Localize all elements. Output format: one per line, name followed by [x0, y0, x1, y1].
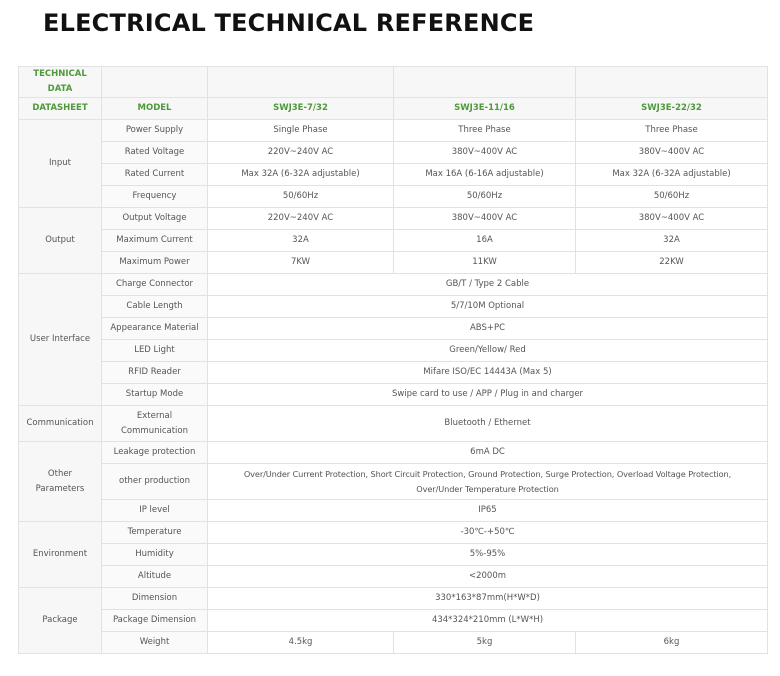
table-row: [19, 384, 768, 406]
param-label: Maximum Current: [102, 230, 208, 252]
table-row: [19, 610, 768, 632]
cell-value: Green/Yellow/ Red: [208, 340, 768, 362]
spec-table: [18, 66, 768, 654]
cell-value: 6mA DC: [208, 442, 768, 464]
cell-value: [208, 464, 768, 500]
cell-value: Single Phase: [208, 120, 394, 142]
group-user-interface: User Interface: [19, 274, 102, 406]
group-package: Package: [19, 588, 102, 654]
group-environment: Environment: [19, 522, 102, 588]
table-row: [19, 588, 768, 610]
table-row: [19, 318, 768, 340]
cell-value: ABS+PC: [208, 318, 768, 340]
cell-value: 50/60Hz: [394, 186, 576, 208]
cell-value: 6kg: [576, 632, 768, 654]
param-label: other production: [102, 464, 208, 500]
table-row: [19, 274, 768, 296]
param-label-line: Communication: [121, 425, 188, 436]
cell-value: 5kg: [394, 632, 576, 654]
cell-value: 380V~400V AC: [394, 208, 576, 230]
param-label: Maximum Power: [102, 252, 208, 274]
cell-value: 7KW: [208, 252, 394, 274]
param-label: Frequency: [102, 186, 208, 208]
table-row: [19, 362, 768, 384]
table-row: [19, 442, 768, 464]
cell-value: 434*324*210mm (L*W*H): [208, 610, 768, 632]
param-label: Weight: [102, 632, 208, 654]
cell-value: 380V~400V AC: [394, 142, 576, 164]
technical-data-label: TECHNICAL DATA: [19, 67, 102, 98]
param-label: Dimension: [102, 588, 208, 610]
model-name-1: SWJ3E-7/32: [208, 98, 394, 120]
cell-value: 16A: [394, 230, 576, 252]
param-label: Altitude: [102, 566, 208, 588]
cell-value: 32A: [576, 230, 768, 252]
cell-value: GB/T / Type 2 Cable: [208, 274, 768, 296]
cell-value: Three Phase: [394, 120, 576, 142]
param-label: Startup Mode: [102, 384, 208, 406]
param-label: Cable Length: [102, 296, 208, 318]
cell-value: IP65: [208, 500, 768, 522]
cell-value: 22KW: [576, 252, 768, 274]
group-output: Output: [19, 208, 102, 274]
model-name-2: SWJ3E-11/16: [394, 98, 576, 120]
page-title: ELECTRICAL TECHNICAL REFERENCE: [43, 9, 535, 37]
group-other-parameters: [19, 442, 102, 522]
param-label: Power Supply: [102, 120, 208, 142]
model-name-3: SWJ3E-22/32: [576, 98, 768, 120]
table-row: [19, 522, 768, 544]
cell-value: -30℃-+50℃: [208, 522, 768, 544]
cell-value: 32A: [208, 230, 394, 252]
table-row: [19, 500, 768, 522]
header-row-models: [19, 98, 768, 120]
table-row: [19, 544, 768, 566]
cell-value: 5%-95%: [208, 544, 768, 566]
cell-value-line: Over/Under Current Protection, Short Circuit Protection, Ground Protection, Surge Protection, Overload Voltage Protection,: [243, 468, 732, 479]
table-row: [19, 142, 768, 164]
cell-value: Bluetooth / Ethernet: [208, 406, 768, 442]
param-label: Humidity: [102, 544, 208, 566]
param-label: Package Dimension: [102, 610, 208, 632]
table-row: [19, 252, 768, 274]
cell-value-line: Over/Under Temperature Protection: [416, 483, 559, 494]
cell-value: Max 32A (6-32A adjustable): [576, 164, 768, 186]
table-row: [19, 340, 768, 362]
cell-value: Max 16A (6-16A adjustable): [394, 164, 576, 186]
table-row: [19, 186, 768, 208]
cell-value: 5/7/10M Optional: [208, 296, 768, 318]
cell-value: 4.5kg: [208, 632, 394, 654]
table-row: [19, 164, 768, 186]
cell-value: 380V~400V AC: [576, 208, 768, 230]
param-label: LED Light: [102, 340, 208, 362]
group-input: Input: [19, 120, 102, 208]
param-label: RFID Reader: [102, 362, 208, 384]
table-row: [19, 296, 768, 318]
table-row: [19, 566, 768, 588]
table-row: [19, 120, 768, 142]
group-label-line: Other: [47, 468, 73, 479]
group-label-line: Parameters: [35, 483, 85, 494]
cell-value: Swipe card to use / APP / Plug in and charger: [208, 384, 768, 406]
param-label: [102, 406, 208, 442]
param-label: Temperature: [102, 522, 208, 544]
table-row: [19, 464, 768, 500]
param-label: Rated Current: [102, 164, 208, 186]
cell-value: 220V~240V AC: [208, 208, 394, 230]
cell-value: 11KW: [394, 252, 576, 274]
header-row-technical-data: [19, 67, 768, 98]
param-label: IP level: [102, 500, 208, 522]
param-label: Leakage protection: [102, 442, 208, 464]
cell-value: Max 32A (6-32A adjustable): [208, 164, 394, 186]
group-communication: Communication: [19, 406, 102, 442]
param-label: Rated Voltage: [102, 142, 208, 164]
param-label: Charge Connector: [102, 274, 208, 296]
cell-value: <2000m: [208, 566, 768, 588]
cell-value: 330*163*87mm(H*W*D): [208, 588, 768, 610]
param-label-line: External: [136, 410, 173, 421]
cell-value: 50/60Hz: [576, 186, 768, 208]
cell-value: 380V~400V AC: [576, 142, 768, 164]
cell-value: Mifare ISO/EC 14443A (Max 5): [208, 362, 768, 384]
table-row: [19, 208, 768, 230]
table-row: [19, 632, 768, 654]
param-label: Appearance Material: [102, 318, 208, 340]
table-row: [19, 406, 768, 442]
cell-value: Three Phase: [576, 120, 768, 142]
param-label: Output Voltage: [102, 208, 208, 230]
cell-value: 50/60Hz: [208, 186, 394, 208]
table-row: [19, 230, 768, 252]
cell-value: 220V~240V AC: [208, 142, 394, 164]
datasheet-label: DATASHEET: [19, 98, 102, 120]
model-label: MODEL: [102, 98, 208, 120]
